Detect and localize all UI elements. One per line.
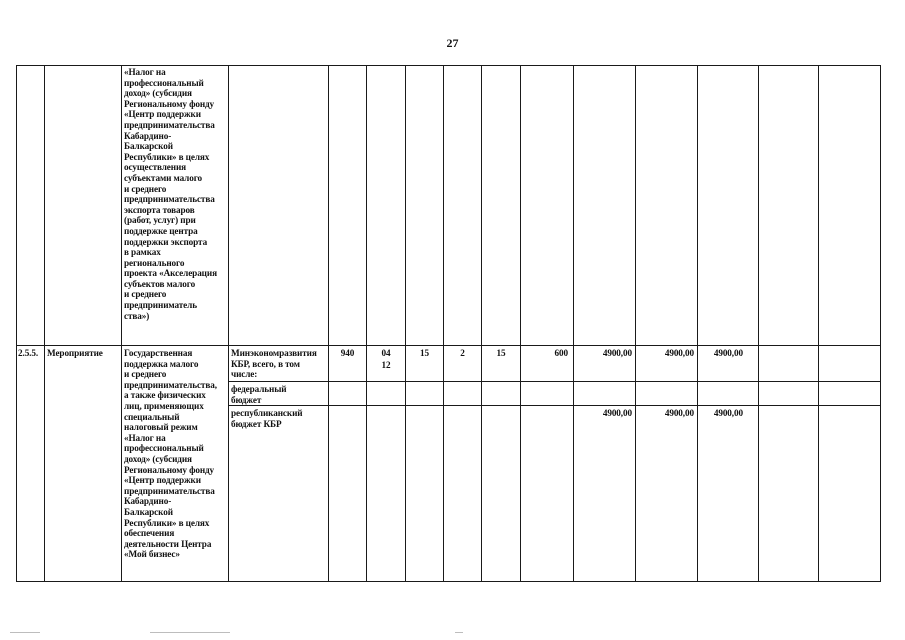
code-event-cell: 15 (496, 348, 506, 358)
code-vr-cell: 600 (554, 348, 568, 358)
total-value-3: 4900,00 (713, 348, 743, 358)
code-grbs-cell: 940 (340, 348, 355, 358)
row-name-cell: Государственная поддержка малого и среднего предпринимательства, а также физических лиц, применяющих специальный налоговый режим «Налог на профессиональный доход» (субсидия Региональному фонду «Центр поддержки предпринимательства Кабардино- Балкарской Республики» в целях обеспечения деятельности Центра «Мой бизнес» (124, 348, 217, 560)
continuation-name-cell: «Налог на профессиональный доход» (субсидия Региональному фонду «Центр поддержки предпринимательства Кабардино- Балкарской Республики» в целях осуществления субъектами малого и среднего предпринимательства экспорта товаров (работ, услуг) при поддержке центра поддержки экспорта в рамках регионального проекта «Акселерация субъектов малого и среднего предприниматель ства») (124, 67, 217, 321)
code-subprogram-cell: 2 (460, 348, 465, 358)
code-program-cell: 15 (420, 348, 429, 358)
executor-total-cell: Минэкономразвития КБР, всего, в том числе: (231, 348, 317, 380)
code-rz-cell: 04 (381, 348, 391, 358)
total-value-1: 4900,00 (602, 348, 632, 358)
row-type-cell: Мероприятие (47, 348, 103, 358)
row-number-cell: 2.5.5. (18, 348, 39, 358)
federal-budget-label: федеральный бюджет (231, 384, 287, 405)
republic-value-1: 4900,00 (602, 408, 632, 418)
total-value-2: 4900,00 (664, 348, 694, 358)
scan-noise (10, 632, 40, 633)
scan-noise (455, 632, 463, 633)
scan-noise (150, 632, 230, 633)
republic-budget-label: республиканский бюджет КБР (231, 408, 303, 429)
code-pr-cell: 12 (381, 360, 391, 370)
republic-value-2: 4900,00 (664, 408, 694, 418)
republic-value-3: 4900,00 (713, 408, 743, 418)
page-number: 27 (446, 36, 459, 50)
